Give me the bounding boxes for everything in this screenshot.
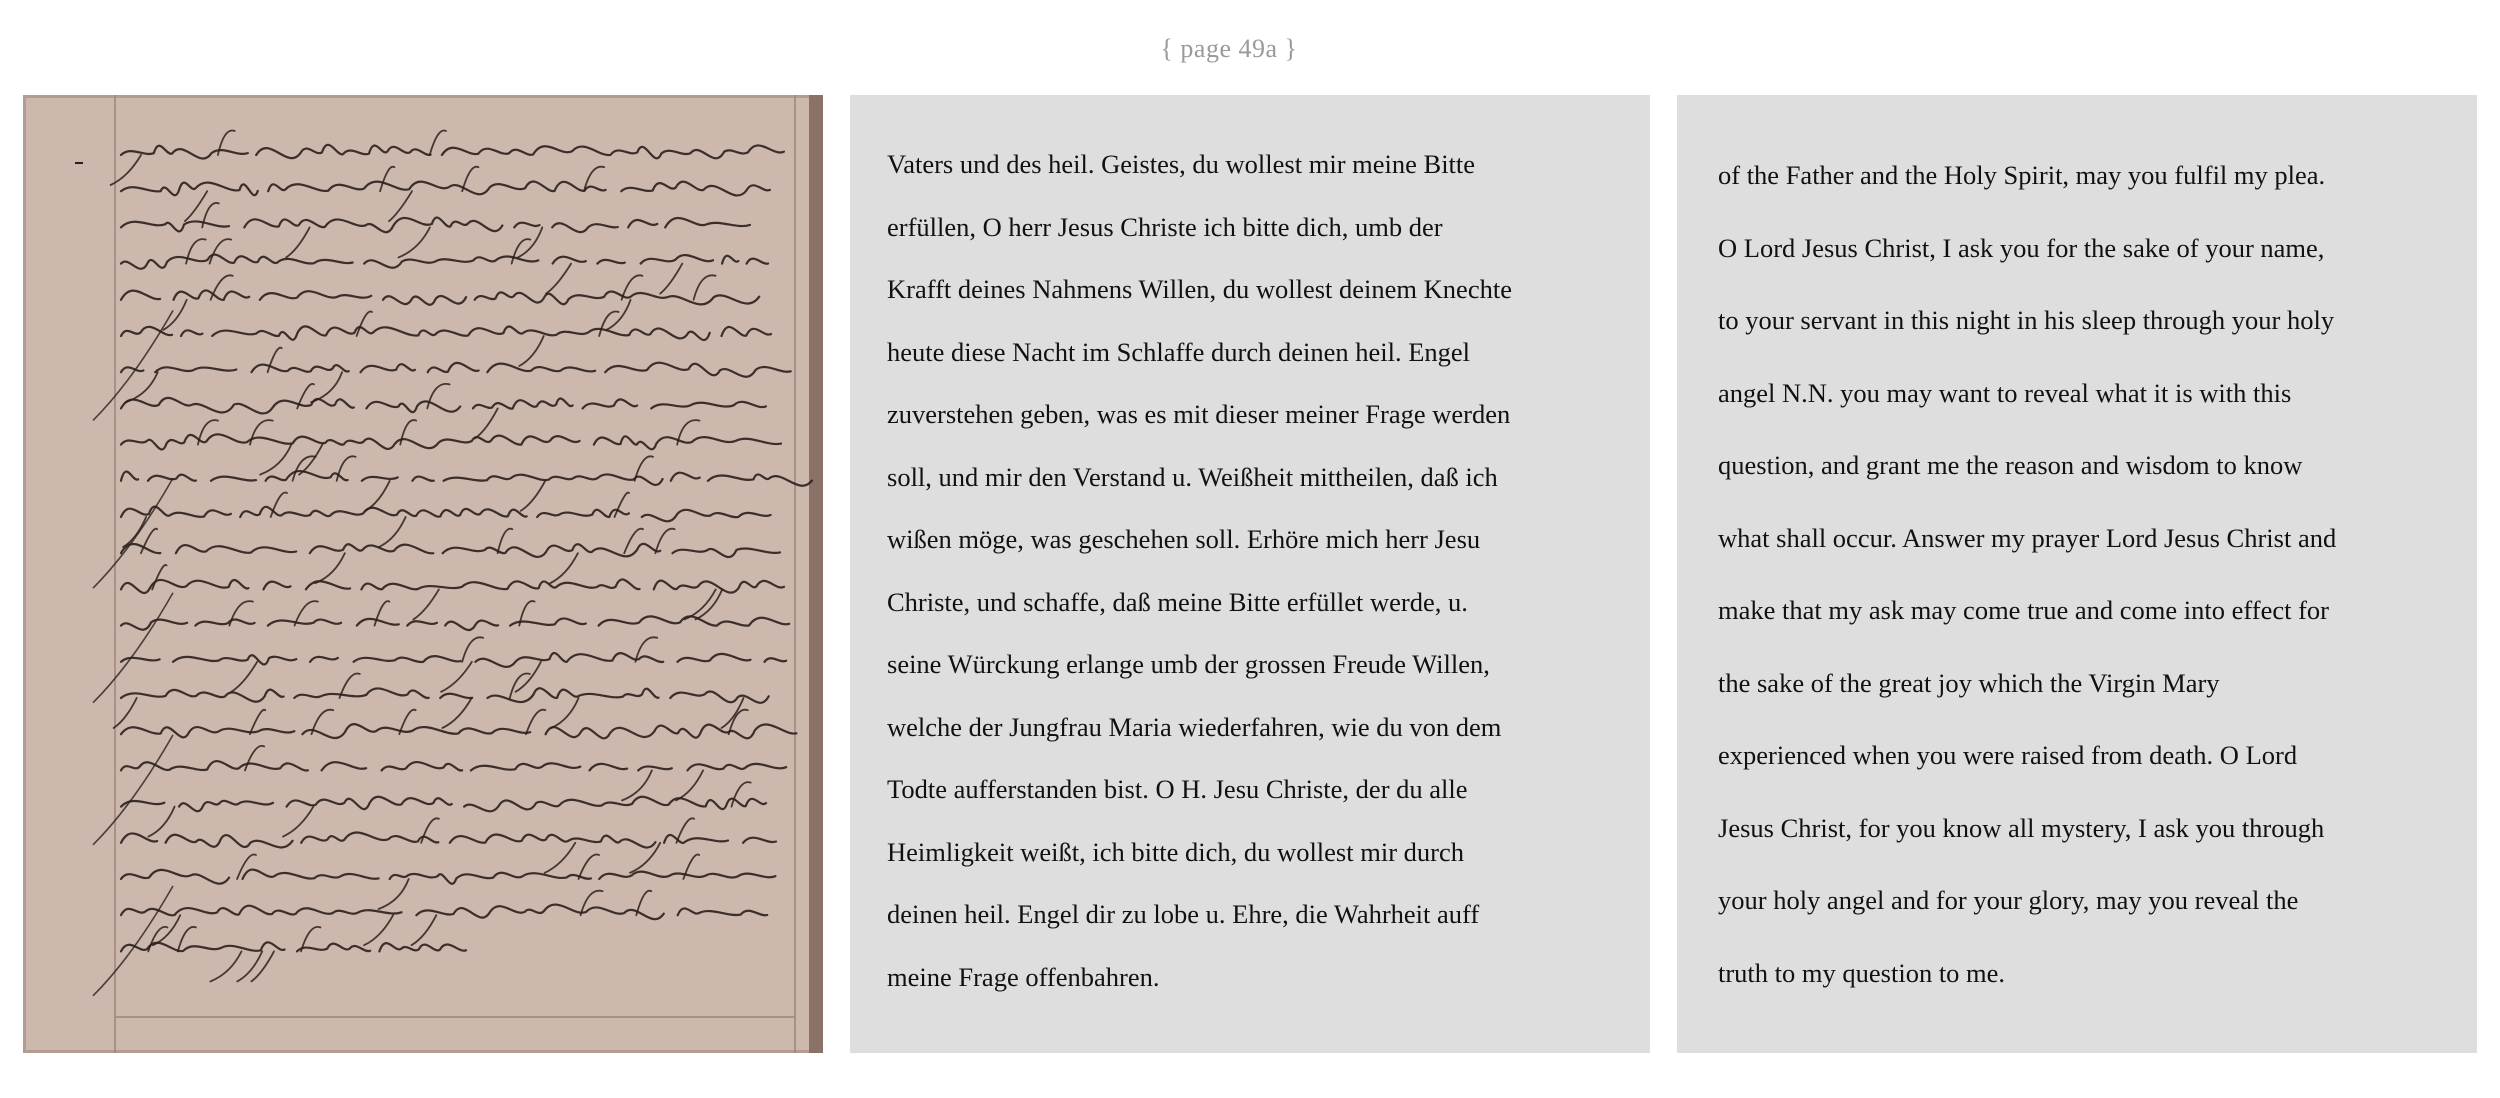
german-text-line: wißen möge, was geschehen soll. Erhöre mich herr Jesu — [887, 524, 1481, 554]
german-text-line: erfüllen, O herr Jesus Christe ich bitte dich, umb der — [887, 211, 1443, 242]
german-transcription-panel — [850, 95, 1650, 1053]
page-edge — [809, 95, 823, 1053]
manuscript-image — [23, 95, 823, 1053]
english-text-line: to your servant in this night in his sleep through your holy — [1718, 305, 2335, 335]
english-text-line: make that my ask may come true and come into effect for — [1718, 595, 2329, 625]
page-label: { page 49a } — [1160, 34, 1298, 63]
manuscript-handwriting — [23, 95, 823, 1053]
german-text-line: zuverstehen geben, was es mit dieser meiner Frage werden — [887, 399, 1511, 429]
german-text-line: Vaters und des heil. Geistes, du wollest mir meine Bitte — [887, 149, 1476, 179]
german-text-line: Krafft deines Nahmens Willen, du wollest deinem Knechte — [887, 274, 1512, 304]
german-text-line: deinen heil. Engel dir zu lobe u. Ehre, die Wahrheit auff — [887, 899, 1480, 929]
english-text-line: the sake of the great joy which the Virgin Mary — [1718, 667, 2220, 698]
german-text-line: meine Frage offenbahren. — [887, 961, 1160, 992]
german-text-line: heute diese Nacht im Schlaffe durch deinen heil. Engel — [887, 336, 1471, 367]
german-text-line: Todte aufferstanden bist. O H. Jesu Christe, der du alle — [887, 774, 1468, 804]
english-text-line: question, and grant me the reason and wisdom to know — [1718, 450, 2303, 480]
german-text-line: welche der Jungfrau Maria wiederfahren, wie du von dem — [887, 711, 1502, 742]
english-translation-panel — [1677, 95, 2477, 1053]
english-text-line: your holy angel and for your glory, may you reveal the — [1718, 885, 2299, 915]
german-text-line: Heimligkeit weißt, ich bitte dich, du wollest mir durch — [887, 836, 1464, 867]
english-text-line: what shall occur. Answer my prayer Lord Jesus Christ and — [1718, 522, 2337, 553]
german-text-line: Christe, und schaffe, daß meine Bitte erfüllet werde, u. — [887, 586, 1468, 617]
german-text-line: soll, und mir den Verstand u. Weißheit mittheilen, daß ich — [887, 461, 1498, 492]
english-text-line: angel N.N. you may want to reveal what it is with this — [1718, 377, 2292, 408]
english-text-line: of the Father and the Holy Spirit, may you fulfil my plea. — [1718, 160, 2326, 190]
english-text-line: truth to my question to me. — [1718, 957, 2006, 988]
english-text-line: O Lord Jesus Christ, I ask you for the sake of your name, — [1718, 232, 2325, 263]
english-text-line: experienced when you were raised from death. O Lord — [1718, 740, 2298, 770]
german-text-line: seine Würckung erlange umb der grossen Freude Willen, — [887, 649, 1490, 679]
english-text-line: Jesus Christ, for you know all mystery, I ask you through — [1718, 812, 2325, 843]
